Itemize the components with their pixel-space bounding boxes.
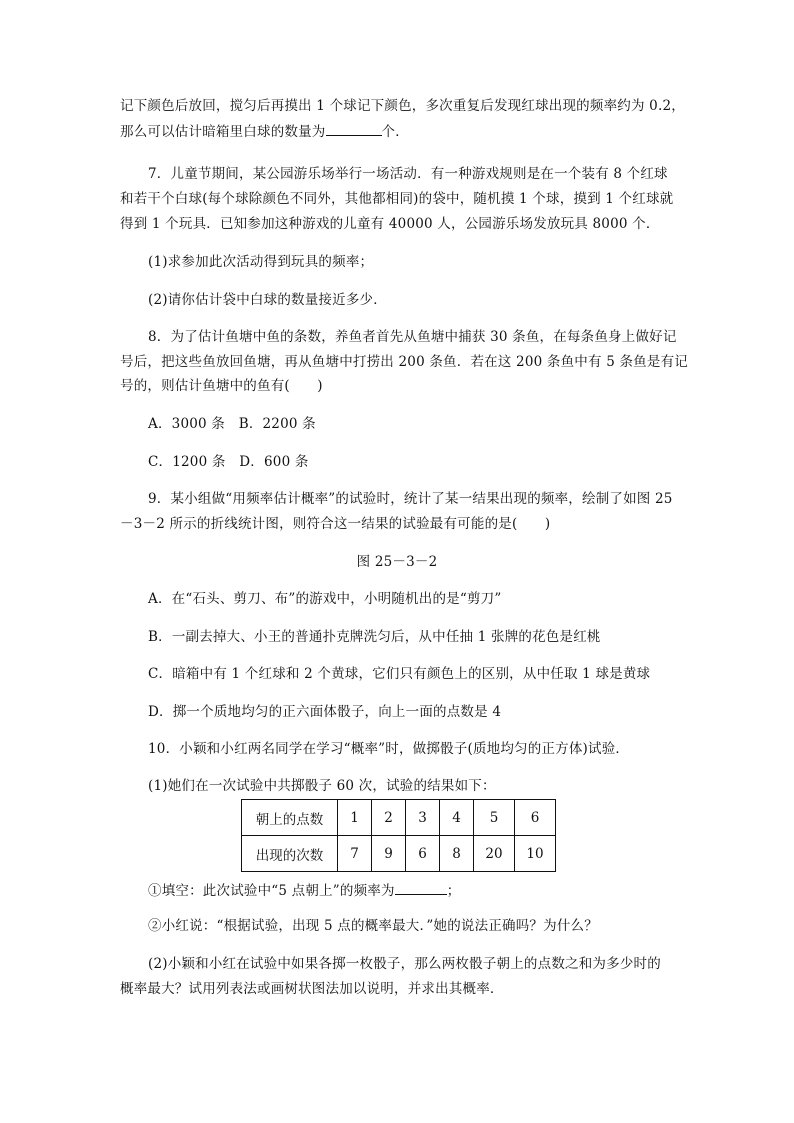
problem6-text-end: 个． [381,124,409,140]
table-row [242,800,556,836]
table-cell: 2 [372,800,406,836]
question8-options-cd: C．1200 条 D．600 条 [148,454,309,470]
table-header-cell: 出现的次数 [242,836,338,872]
question10-part1: (1)她们在一次试验中共掷骰子 60 次，试验的结果如下： [148,778,496,794]
table-cell: 5 [474,800,515,836]
question8-line1: 8．为了估计鱼塘中鱼的条数，养鱼者首先从鱼塘中捕获 30 条鱼，在每条鱼身上做好记 [148,329,677,345]
question7-line3: 得到 1 个玩具．已知参加这种游戏的儿童有 40000 人，公园游乐场发放玩具 8000 个． [120,216,660,232]
question9-line1: 9．某小组做“用频率估计概率”的试验时，统计了某一结果出现的频率，绘制了如图 25 [148,491,673,507]
table-cell: 4 [440,800,474,836]
question10-statement: ②小红说：“根据试验，出现 5 点的概率最大．”她的说法正确吗？为什么？ [148,918,598,934]
table-row [242,836,556,872]
table-cell: 1 [338,800,372,836]
question8-line3: 号的，则估计鱼塘中的鱼有( ) [120,378,323,394]
table-cell: 7 [338,836,372,872]
question9-option-d: D．掷一个质地均匀的正六面体骰子，向上一面的点数是 4 [148,704,502,720]
answer-blank-white-balls [326,121,382,136]
problem6-line2 [120,121,409,142]
table-cell: 10 [515,836,556,872]
question10-part2-line1: (2)小颖和小红在试验中如果各掷一枚骰子，那么两枚骰子朝上的点数之和为多少时的 [148,956,661,972]
table-cell: 9 [372,836,406,872]
question7-line2: 和若干个白球(每个球除颜色不同外，其他都相同)的袋中，随机摸 1 个球，摸到 1 个红球就 [120,191,674,207]
problem6-line1: 记下颜色后放回，搅匀后再摸出 1 个球记下颜色，多次重复后发现红球出现的频率约为 0.2， [120,98,685,114]
dice-results-table [241,799,556,872]
question7-part1: (1)求参加此次活动得到玩具的频率； [148,254,374,270]
question10-fill-text: ①填空：此次试验中“5 点朝上”的频率为 [148,883,395,899]
question9-option-c: C．暗箱中有 1 个红球和 2 个黄球，它们只有颜色上的区别，从中任取 1 球是黄球 [148,666,651,682]
question10-fill-line [148,880,460,901]
question8-options-ab: A．3000 条 B．2200 条 [148,416,316,432]
question9-line2: －3－2 所示的折线统计图，则符合这一结果的试验最有可能的是( ) [120,516,551,532]
problem6-text: 那么可以估计暗箱里白球的数量为 [120,124,326,140]
question10-line1: 10．小颖和小红两名同学在学习“概率”时，做掷骰子(质地均匀的正方体)试验． [148,741,630,757]
table-header-cell: 朝上的点数 [242,800,338,836]
question10-part2-line2: 概率最大？试用列表法或画树状图法加以说明，并求出其概率． [120,981,504,997]
question7-line1: 7．儿童节期间，某公园游乐场举行一场活动．有一种游戏规则是在一个装有 8 个红球 [148,166,668,182]
question9-option-a: A．在“石头、剪刀、布”的游戏中，小明随机出的是“剪刀” [148,591,502,607]
question8-line2: 号后，把这些鱼放回鱼塘，再从鱼塘中打捞出 200 条鱼．若在这 200 条鱼中有 5 条鱼是有记 [120,354,688,370]
table-cell: 6 [406,836,440,872]
table-cell: 3 [406,800,440,836]
table-cell: 20 [474,836,515,872]
question9-option-b: B．一副去掉大、小王的普通扑克牌洗匀后，从中任抽 1 张牌的花色是红桃 [148,629,601,645]
question10-fill-end: ； [446,883,461,899]
question7-part2: (2)请你估计袋中白球的数量接近多少． [148,292,387,308]
table-cell: 6 [515,800,556,836]
table-cell: 8 [440,836,474,872]
figure-caption: 图 25－3－2 [356,554,438,570]
answer-blank-frequency [395,880,447,895]
